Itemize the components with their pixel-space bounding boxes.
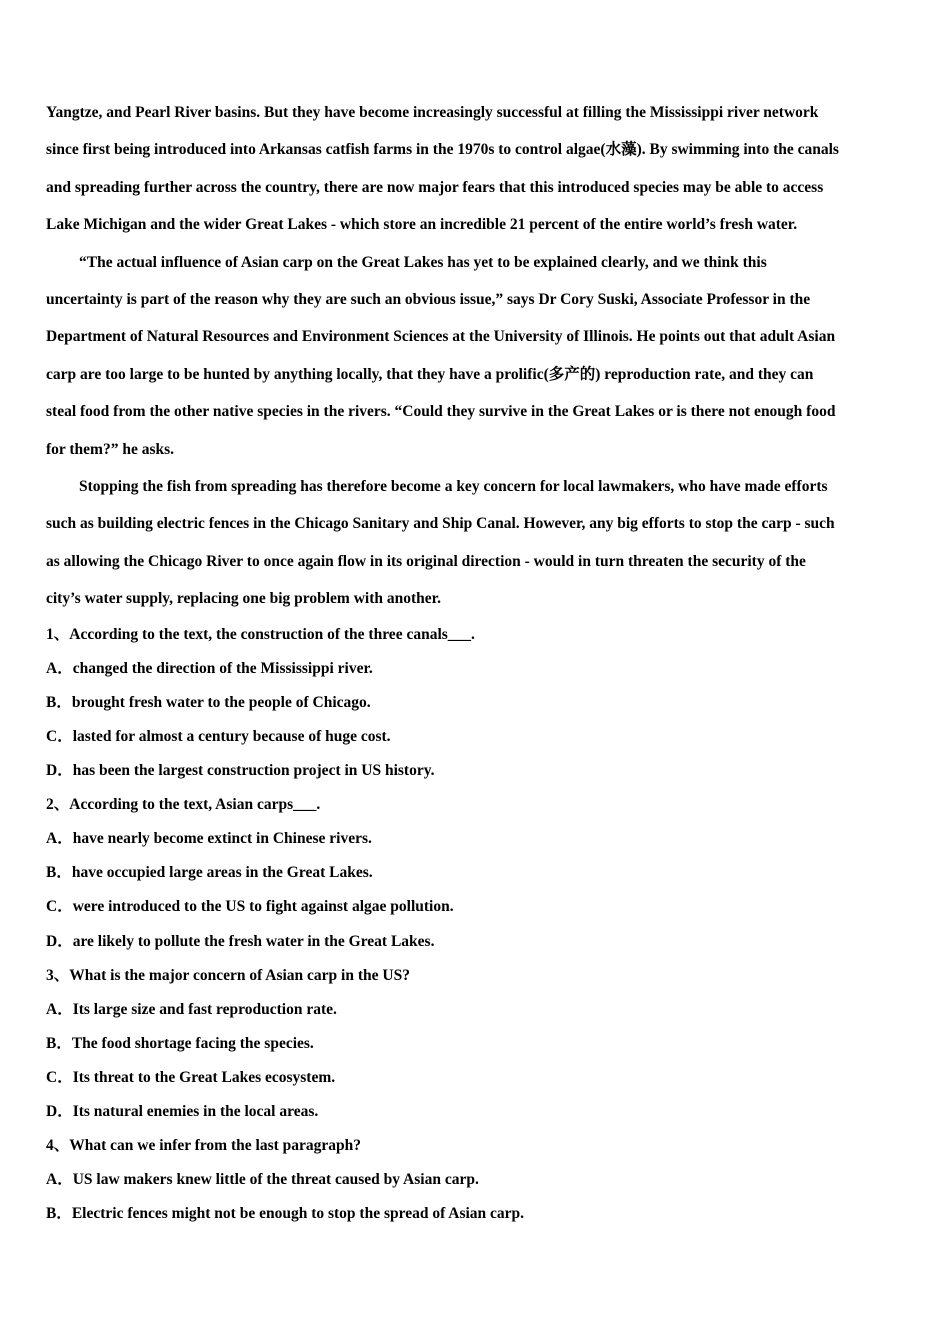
answer-option: D．Its natural enemies in the local areas.: [46, 1103, 319, 1120]
answer-option: B．brought fresh water to the people of Chicago.: [46, 693, 371, 711]
passage-line: and spreading further across the country, there are now major fears that this introduced species may be able to access: [46, 178, 824, 196]
passage-line: Yangtze, and Pearl River basins. But they have become increasingly successful at filling the Mississippi river network: [46, 104, 819, 121]
answer-option: B．Electric fences might not be enough to stop the spread of Asian carp.: [46, 1205, 525, 1223]
question-stem: 1、According to the text, the construction of the three canals___.: [46, 625, 475, 643]
passage-paragraph-3: [46, 468, 908, 618]
question-3: [46, 959, 908, 1129]
question-2: [46, 788, 908, 958]
passage-line: since first being introduced into Arkansas catfish farms in the 1970s to control algae(水藻). By swimming into the canals: [46, 141, 839, 159]
answer-option: B．The food shortage facing the species.: [46, 1034, 314, 1052]
passage-paragraph-2: [46, 244, 908, 468]
answer-option: C．Its threat to the Great Lakes ecosystem.: [46, 1068, 336, 1086]
passage: [46, 94, 908, 618]
passage-line: uncertainty is part of the reason why they are such an obvious issue,” says Dr Cory Suski, Associate Professor in the: [46, 291, 811, 309]
passage-paragraph-1: [46, 94, 908, 244]
answer-option: D．has been the largest construction project in US history.: [46, 762, 435, 780]
passage-line: carp are too large to be hunted by anything locally, that they have a prolific(多产的) reproduction rate, and they can: [46, 365, 814, 383]
passage-line: for them?” he asks.: [46, 440, 175, 458]
question-list: [46, 618, 908, 1232]
answer-option: A．changed the direction of the Mississippi river.: [46, 659, 373, 677]
answer-option: B．have occupied large areas in the Great Lakes.: [46, 864, 373, 882]
passage-line: such as building electric fences in the Chicago Sanitary and Ship Canal. However, any big efforts to stop the carp - such: [46, 515, 835, 533]
passage-line: Lake Michigan and the wider Great Lakes - which store an incredible 21 percent of the entire world’s fresh water.: [46, 216, 798, 234]
answer-option: A．US law makers knew little of the threat caused by Asian carp.: [46, 1171, 479, 1189]
question-4: [46, 1129, 908, 1231]
question-1: [46, 618, 908, 788]
answer-option: D．are likely to pollute the fresh water in the Great Lakes.: [46, 932, 435, 950]
answer-option: C．lasted for almost a century because of huge cost.: [46, 727, 391, 745]
passage-line: “The actual influence of Asian carp on the Great Lakes has yet to be explained clearly, and we think this: [79, 253, 767, 271]
document-page: [46, 94, 908, 1231]
passage-line: Stopping the fish from spreading has therefore become a key concern for local lawmakers, who have made efforts: [79, 478, 828, 496]
passage-line: city’s water supply, replacing one big problem with another.: [46, 590, 441, 608]
question-stem: 3、What is the major concern of Asian carp in the US?: [46, 966, 410, 984]
answer-option: C．were introduced to the US to fight against algae pollution.: [46, 898, 454, 916]
answer-option: A．Its large size and fast reproduction rate.: [46, 1000, 337, 1018]
passage-line: Department of Natural Resources and Environment Sciences at the University of Illinois. He points out that adult Asian: [46, 328, 836, 346]
question-stem: 2、According to the text, Asian carps___.: [46, 796, 321, 814]
answer-option: A．have nearly become extinct in Chinese rivers.: [46, 830, 372, 848]
passage-line: steal food from the other native species in the rivers. “Could they survive in the Great Lakes or is there not enough food: [46, 403, 836, 421]
passage-line: as allowing the Chicago River to once again flow in its original direction - would in turn threaten the security of the: [46, 552, 806, 570]
question-stem: 4、What can we infer from the last paragraph?: [46, 1137, 362, 1155]
